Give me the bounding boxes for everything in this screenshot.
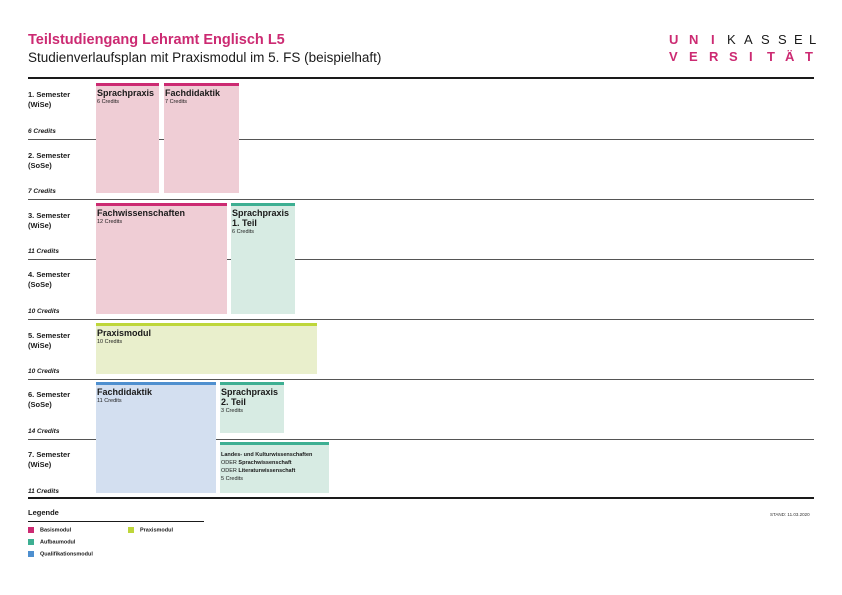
legend-label: Qualifikationsmodul: [40, 551, 93, 558]
semester-label: 6. Semester (SoSe): [28, 390, 71, 409]
module-credits: 7 Credits: [165, 99, 188, 105]
legend-swatch: [128, 527, 134, 533]
legend-title: Legende: [28, 508, 59, 517]
legend-divider: [28, 521, 204, 522]
legend-label: Aufbaumodul: [40, 539, 76, 546]
module-credits: 6 Credits: [97, 99, 120, 105]
legend-item-basismodul: [28, 527, 71, 533]
legend-swatch: [28, 527, 34, 533]
logo-letter: N: [689, 32, 699, 47]
logo-letter: A: [744, 32, 753, 47]
module-fachdidaktik-basis: [164, 83, 239, 193]
legend-item-qualifikationsmodul: [28, 551, 93, 557]
module-line-prefix: ODER: [221, 468, 239, 474]
semester-credits: 14 Credits: [28, 428, 60, 435]
semester-divider: [28, 199, 814, 200]
module-line-text: Sprachwissenschaft: [238, 460, 292, 466]
module-line: [221, 459, 328, 467]
university-logo: [669, 32, 815, 64]
module-credits: 11 Credits: [97, 398, 122, 404]
semester-divider: [28, 319, 814, 320]
module-line-text: Literaturwissenschaft: [238, 468, 296, 474]
semester-label: 2. Semester (SoSe): [28, 151, 71, 170]
semester-label: 5. Semester (WiSe): [28, 331, 71, 350]
module-line: [221, 467, 328, 475]
module-line-prefix: ODER: [221, 460, 239, 466]
module-title: Fachdidaktik: [165, 88, 221, 98]
legend-label: Basismodul: [40, 527, 72, 534]
semester-label: 4. Semester (SoSe): [28, 270, 71, 289]
module-title: Fachwissenschaften: [97, 208, 186, 218]
logo-letter: I: [749, 49, 753, 64]
legend-swatch: [28, 551, 34, 557]
logo-letter: V: [669, 49, 678, 64]
logo-letter: Ä: [785, 49, 795, 64]
module-credits: 12 Credits: [97, 219, 123, 225]
semester-credits: 10 Credits: [28, 368, 60, 375]
module-credits: 3 Credits: [221, 408, 244, 414]
logo-letter: S: [761, 32, 770, 47]
module-fachwissenschaften: [96, 203, 227, 314]
module-credits: 10 Credits: [97, 339, 123, 345]
page-subtitle: Studienverlaufsplan mit Praxismodul im 5. FS (beispielhaft): [28, 50, 382, 65]
semester-divider: [28, 379, 814, 380]
logo-letter: R: [709, 49, 719, 64]
semester-credits: 11 Credits: [28, 488, 59, 495]
legend-item-praxismodul: [128, 527, 173, 533]
module-sprachpraxis-teil-2: [220, 382, 284, 433]
logo-letter: I: [711, 32, 715, 47]
semester-credits: 6 Credits: [28, 128, 56, 135]
module-sprachpraxis-teil-1: [231, 203, 295, 314]
legend-label: Praxismodul: [140, 527, 174, 534]
module-fachdidaktik-qualifikation: [96, 382, 216, 493]
semester-label: 3. Semester (WiSe): [28, 211, 71, 230]
semester-label: 1. Semester (WiSe): [28, 90, 71, 109]
stand-date: STAND: 11.03.2020: [770, 512, 810, 517]
module-title: Fachdidaktik: [97, 387, 153, 397]
logo-letter: S: [778, 32, 787, 47]
logo-letter: K: [727, 32, 736, 47]
logo-letter: L: [809, 32, 817, 47]
module-title: Sprachpraxis 2. Teil: [221, 387, 279, 407]
module-title: Praxismodul: [97, 328, 152, 338]
module-title: Sprachpraxis 1. Teil: [232, 208, 290, 228]
module-sprachpraxis-basis: [96, 83, 159, 193]
page-title: Teilstudiengang Lehramt Englisch L5: [28, 32, 285, 48]
module-credits: 6 Credits: [232, 229, 255, 235]
semester-label: 7. Semester (WiSe): [28, 450, 71, 469]
header-divider: [28, 77, 814, 79]
semester-credits: 7 Credits: [28, 188, 56, 195]
module-praxismodul: [96, 323, 317, 374]
logo-letter: E: [794, 32, 803, 47]
logo-letter: U: [669, 32, 679, 47]
module-credits: 5 Credits: [221, 476, 244, 482]
module-wahlpflicht-wissenschaft: [220, 442, 329, 493]
semester-credits: 10 Credits: [28, 308, 60, 315]
legend-swatch: [28, 539, 34, 545]
logo-letter: T: [805, 49, 813, 64]
footer-divider: [28, 497, 814, 499]
semester-credits: 11 Credits: [28, 248, 59, 255]
module-line: Landes- und Kulturwissenschaften: [221, 452, 313, 458]
logo-letter: S: [729, 49, 738, 64]
logo-letter: E: [689, 49, 698, 64]
module-title: Sprachpraxis: [97, 88, 155, 98]
logo-letter: T: [767, 49, 775, 64]
legend-item-aufbaumodul: [28, 539, 75, 545]
